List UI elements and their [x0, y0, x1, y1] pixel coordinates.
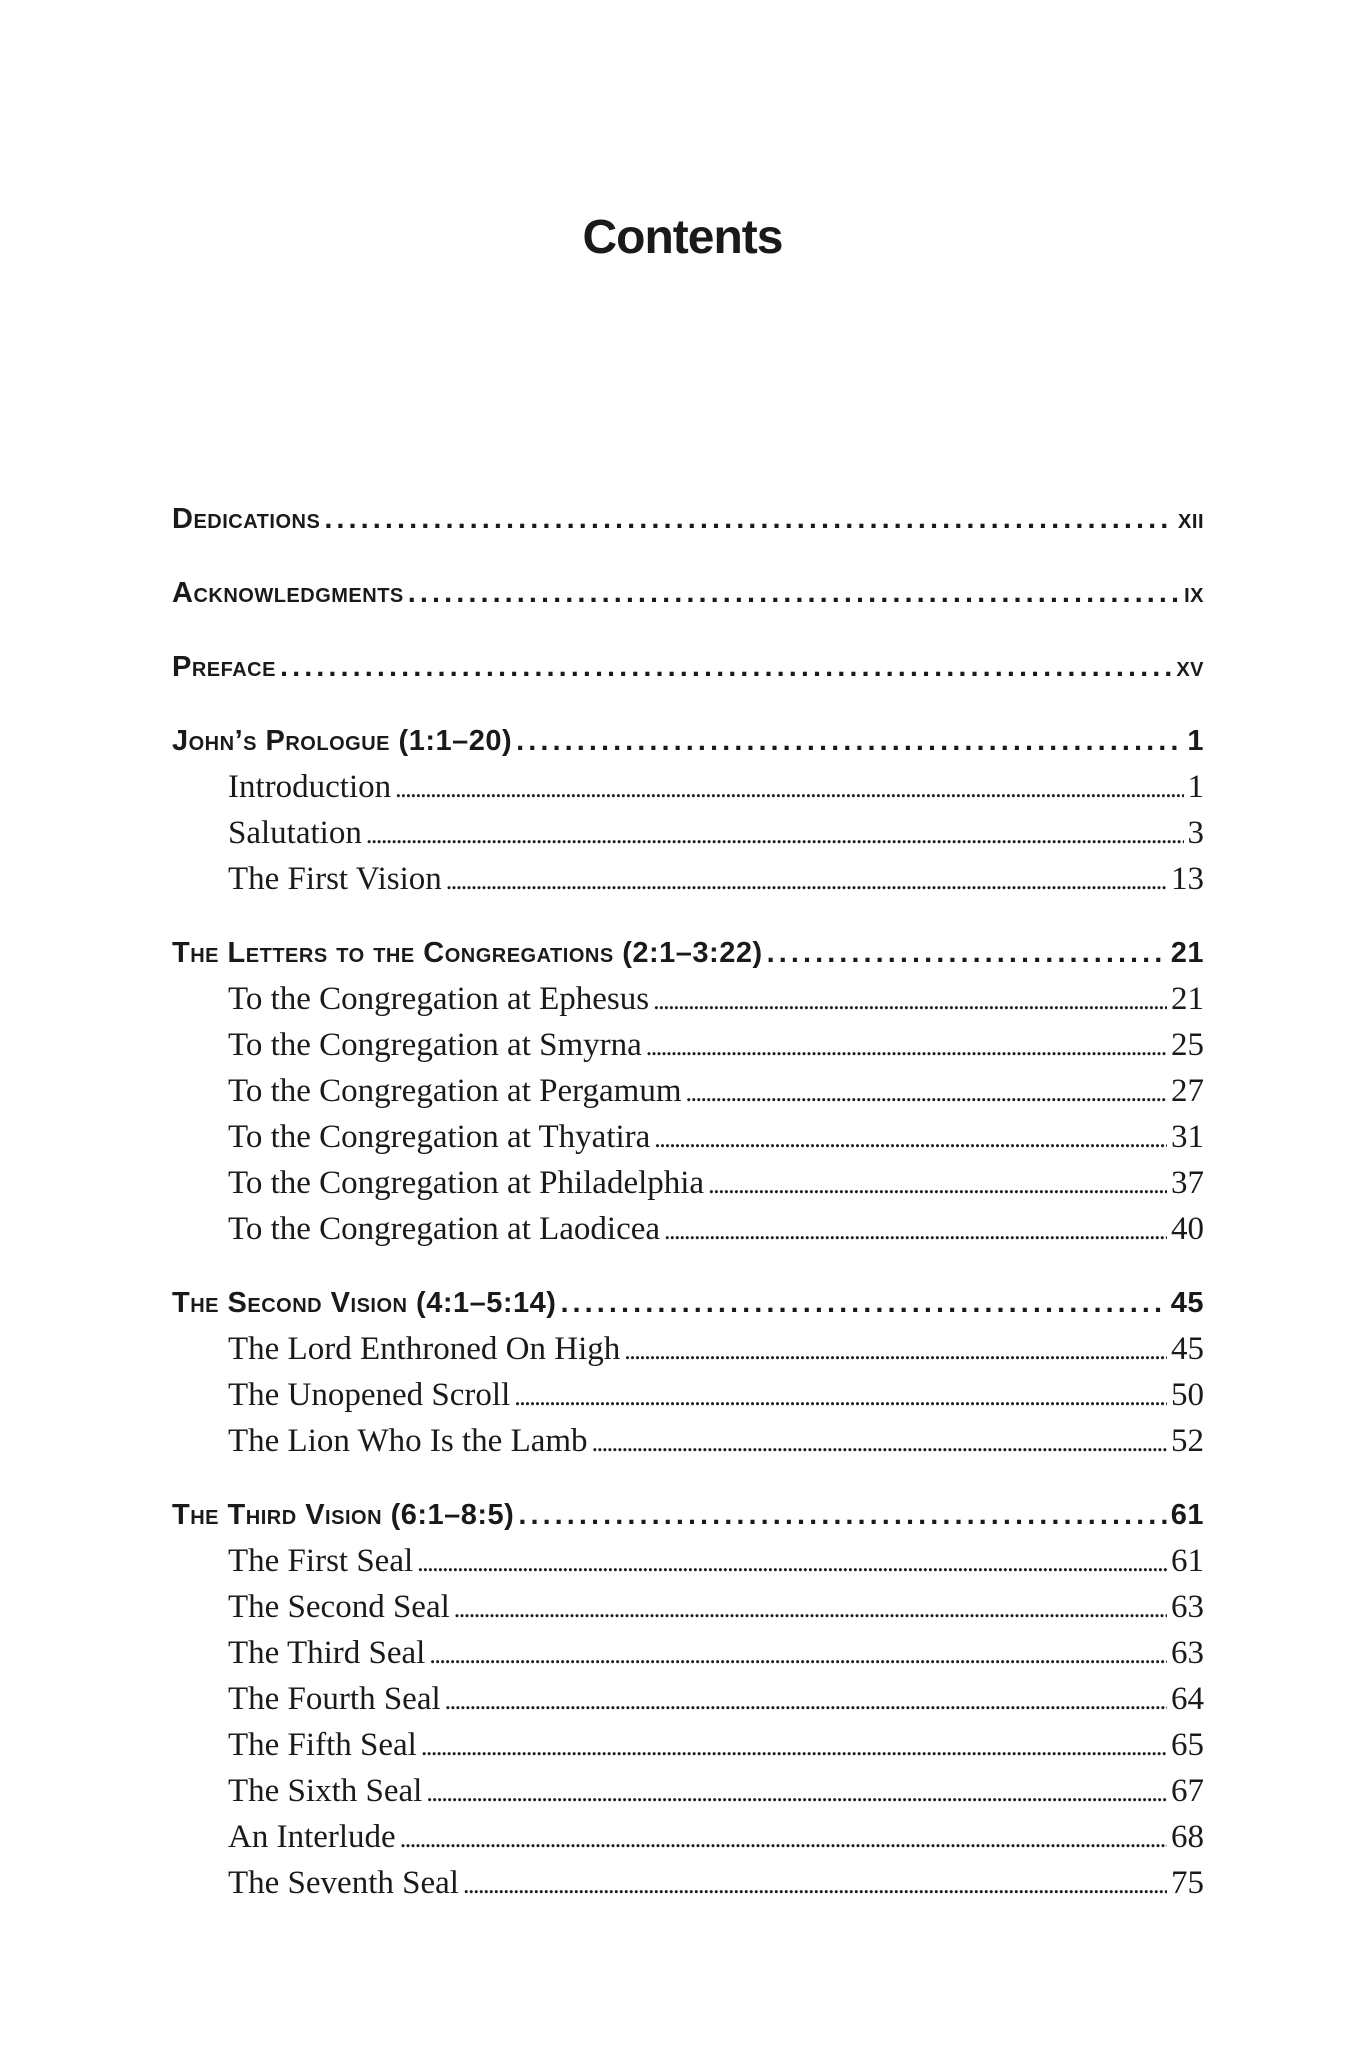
toc-entry-label: To the Congregation at Pergamum: [228, 1073, 682, 1109]
dot-leader: [280, 644, 1172, 690]
toc-heading-label: Dedications: [172, 503, 321, 535]
dot-leader: [654, 1114, 1167, 1162]
toc-entry[interactable]: [172, 1326, 1204, 1372]
dot-leader: [518, 1492, 1166, 1538]
toc-heading-letters[interactable]: [172, 930, 1204, 976]
toc-entry[interactable]: [172, 1372, 1204, 1418]
toc-page-number: 68: [1171, 1819, 1204, 1855]
toc-heading-label: The Third Vision (6:1–8:5): [172, 1499, 515, 1531]
dot-leader: [653, 976, 1167, 1024]
toc-entry[interactable]: [172, 1538, 1204, 1584]
toc-entry[interactable]: [172, 810, 1204, 856]
toc-page-number: 27: [1171, 1073, 1204, 1109]
toc-heading-third-vision[interactable]: [172, 1492, 1204, 1538]
toc-entry-label: The Fourth Seal: [228, 1681, 441, 1717]
dot-leader: [446, 856, 1167, 904]
toc-page-number: 45: [1171, 1331, 1204, 1367]
toc-entry[interactable]: [172, 1814, 1204, 1860]
toc-page-number: 50: [1171, 1377, 1204, 1413]
dot-leader: [417, 1538, 1167, 1586]
toc-page-number: xv: [1176, 651, 1204, 683]
toc-page-number: 31: [1171, 1119, 1204, 1155]
toc-entry[interactable]: [172, 976, 1204, 1022]
toc-page-number: 21: [1170, 937, 1204, 969]
toc-entry-label: To the Congregation at Ephesus: [228, 981, 650, 1017]
toc-page-number: 65: [1171, 1727, 1204, 1763]
toc-entry-label: The Fifth Seal: [228, 1727, 417, 1763]
dot-leader: [366, 810, 1184, 858]
dot-leader: [426, 1768, 1167, 1816]
toc-page-number: 45: [1170, 1287, 1204, 1319]
toc-heading-dedications[interactable]: [172, 496, 1204, 542]
toc-entry[interactable]: [172, 1114, 1204, 1160]
dot-leader: [429, 1630, 1167, 1678]
dot-leader: [560, 1280, 1166, 1326]
toc-entry-label: Salutation: [228, 815, 362, 851]
toc-section: [172, 718, 1204, 902]
toc-heading-preface[interactable]: [172, 644, 1204, 690]
toc-page-number: 52: [1171, 1423, 1204, 1459]
dot-leader: [445, 1676, 1167, 1724]
dot-leader: [646, 1022, 1167, 1070]
toc-entry-label: The Second Seal: [228, 1589, 450, 1625]
toc-page-number: 21: [1171, 981, 1204, 1017]
dot-leader: [324, 496, 1174, 542]
dot-leader: [624, 1326, 1167, 1374]
toc-section: [172, 570, 1204, 616]
dot-leader: [463, 1860, 1167, 1908]
toc-page-number: 3: [1187, 815, 1204, 851]
dot-leader: [421, 1722, 1167, 1770]
toc-page-number: 61: [1170, 1499, 1204, 1531]
dot-leader: [400, 1814, 1167, 1862]
toc-entry[interactable]: [172, 1722, 1204, 1768]
toc-section: [172, 644, 1204, 690]
toc-entry[interactable]: [172, 856, 1204, 902]
toc-page-number: ix: [1184, 577, 1204, 609]
dot-leader: [454, 1584, 1167, 1632]
toc-page-number: 75: [1171, 1865, 1204, 1901]
toc-heading-label: John’s Prologue (1:1–20): [172, 725, 513, 757]
toc-entry[interactable]: [172, 1206, 1204, 1252]
toc-section: [172, 930, 1204, 1252]
toc-entry[interactable]: [172, 764, 1204, 810]
toc-page-number: 13: [1171, 861, 1204, 897]
toc-entry-label: The Lion Who Is the Lamb: [228, 1423, 588, 1459]
toc-entry[interactable]: [172, 1584, 1204, 1630]
toc-heading-label: The Second Vision (4:1–5:14): [172, 1287, 557, 1319]
page-title: Contents: [582, 211, 783, 264]
toc-page-number: 1: [1187, 725, 1204, 757]
toc-heading-second-vision[interactable]: [172, 1280, 1204, 1326]
toc-entry[interactable]: [172, 1022, 1204, 1068]
toc-entry[interactable]: [172, 1676, 1204, 1722]
toc-page-number: 67: [1171, 1773, 1204, 1809]
toc-entry-label: Introduction: [228, 769, 392, 805]
toc-entry-label: To the Congregation at Philadelphia: [228, 1165, 705, 1201]
toc-entry[interactable]: [172, 1418, 1204, 1464]
toc-page-number: 63: [1171, 1635, 1204, 1671]
toc-section: [172, 496, 1204, 542]
toc-page-number: xii: [1178, 503, 1204, 535]
toc-page-number: 63: [1171, 1589, 1204, 1625]
toc-entry-label: To the Congregation at Laodicea: [228, 1211, 661, 1247]
toc-page-number: 61: [1171, 1543, 1204, 1579]
dot-leader: [708, 1160, 1167, 1208]
toc-section: [172, 1280, 1204, 1464]
toc-page-number: 40: [1171, 1211, 1204, 1247]
dot-leader: [664, 1206, 1167, 1254]
toc-entry-label: An Interlude: [228, 1819, 396, 1855]
table-of-contents: [172, 496, 1204, 1934]
toc-heading-acknowledgments[interactable]: [172, 570, 1204, 616]
dot-leader: [514, 1372, 1167, 1420]
dot-leader: [395, 764, 1183, 812]
toc-entry[interactable]: [172, 1630, 1204, 1676]
toc-entry-label: The Lord Enthroned On High: [228, 1331, 621, 1367]
toc-entry-label: The Third Seal: [228, 1635, 426, 1671]
toc-heading-johns-prologue[interactable]: [172, 718, 1204, 764]
toc-entry-label: The First Seal: [228, 1543, 414, 1579]
toc-entry[interactable]: [172, 1768, 1204, 1814]
dot-leader: [592, 1418, 1167, 1466]
toc-entry-label: The Unopened Scroll: [228, 1377, 511, 1413]
dot-leader: [686, 1068, 1168, 1116]
dot-leader: [408, 570, 1180, 616]
toc-section: [172, 1492, 1204, 1906]
toc-entry-label: The First Vision: [228, 861, 442, 897]
toc-page-number: 37: [1171, 1165, 1204, 1201]
toc-heading-label: Preface: [172, 651, 276, 683]
toc-page-number: 64: [1171, 1681, 1204, 1717]
dot-leader: [516, 718, 1183, 764]
toc-entry[interactable]: [172, 1160, 1204, 1206]
toc-entry-label: The Seventh Seal: [228, 1865, 459, 1901]
toc-heading-label: The Letters to the Congregations (2:1–3:22): [172, 937, 763, 969]
toc-entry[interactable]: [172, 1068, 1204, 1114]
dot-leader: [767, 930, 1167, 976]
toc-entry-label: To the Congregation at Thyatira: [228, 1119, 651, 1155]
toc-entry-label: To the Congregation at Smyrna: [228, 1027, 642, 1063]
toc-heading-label: Acknowledgments: [172, 577, 404, 609]
toc-entry[interactable]: [172, 1860, 1204, 1906]
toc-entry-label: The Sixth Seal: [228, 1773, 423, 1809]
toc-page-number: 25: [1171, 1027, 1204, 1063]
toc-page-number: 1: [1187, 769, 1204, 805]
